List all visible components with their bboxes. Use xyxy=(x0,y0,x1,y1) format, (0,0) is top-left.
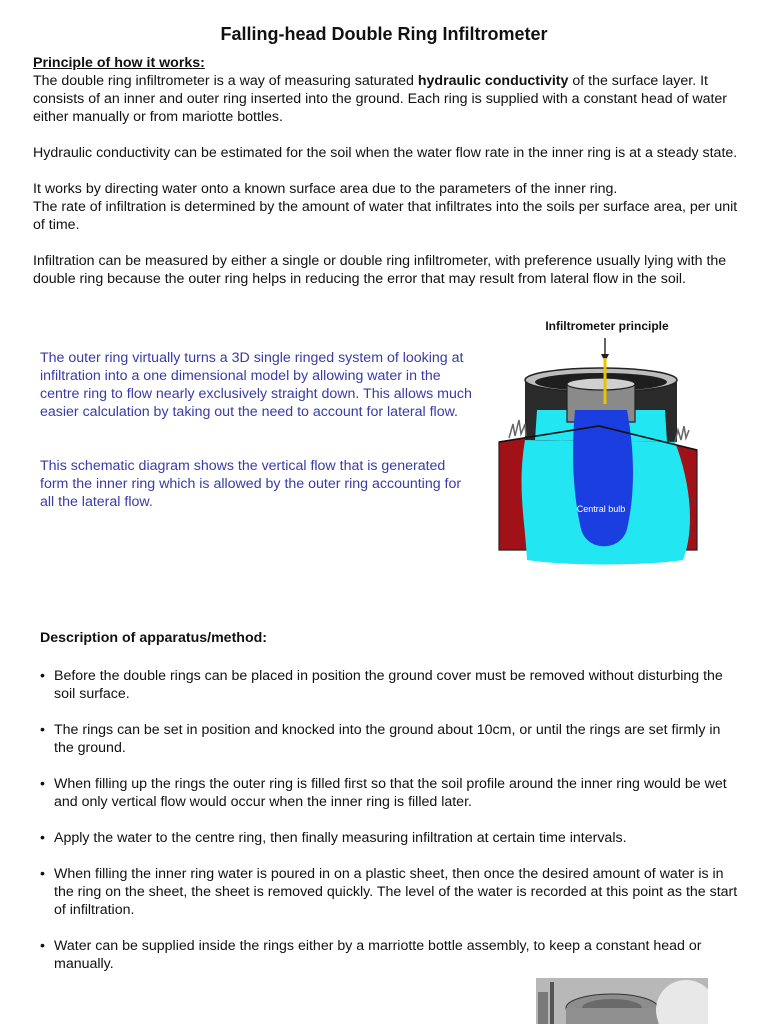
schematic-explanation: This schematic diagram shows the vertical flow that is generated form the inner ring which is allowed by the outer ring accounting for all the lateral flow. xyxy=(40,458,462,510)
outer-ring-explanation: The outer ring virtually turns a 3D single ringed system of looking at infiltration into a one dimensional model by allowing water in the centre ring to flow nearly exclusively straight down. This allows much easier calculation by taking out the need to account for lateral flow. xyxy=(40,350,472,420)
bullet-icon: • xyxy=(40,830,45,846)
bullet-icon: • xyxy=(40,938,45,954)
apparatus-photo-image xyxy=(536,978,708,1024)
inner-ring-rim xyxy=(567,378,635,390)
diagram-title: Infiltrometer principle xyxy=(545,319,669,333)
bullet-icon: • xyxy=(40,722,45,738)
bullet-icon: • xyxy=(40,866,45,882)
apparatus-photo xyxy=(536,978,708,1024)
central-bulb-zone xyxy=(573,410,633,546)
principle-paragraph-4: The rate of infiltration is determined by the amount of water that infiltrates into the soils per surface area, per unit of time. xyxy=(33,199,738,233)
principle-paragraph-1: The double ring infiltrometer is a way of measuring saturated hydraulic conductivity of the surface layer. It consists of an inner and outer ring inserted into the ground. Each ring is supplied with a constant head of water either manually or from mariotte bottles. xyxy=(33,73,728,125)
bullet-icon: • xyxy=(40,776,45,792)
right-plant xyxy=(675,426,689,442)
list-item: • When filling up the rings the outer ring is filled first so that the soil profile around the inner ring would be wet and only vertical flow would occur when the inner ring is filled later. xyxy=(40,776,727,810)
list-item: • When filling the inner ring water is poured in on a plastic sheet, then once the desired amount of water is in the ring on the sheet, the sheet is removed quickly. The level of the water is recorded at this point as the start of infiltration. xyxy=(40,866,738,918)
left-plant xyxy=(509,420,526,438)
method-steps xyxy=(40,667,740,991)
method-heading: Description of apparatus/method: xyxy=(40,630,268,646)
principle-paragraph-5: Infiltration can be measured by either a single or double ring infiltrometer, with preference usually lying with the double ring because the outer ring helps in reducing the error that may result from lateral flow in the soil. xyxy=(33,253,727,287)
principle-paragraph-2: Hydraulic conductivity can be estimated for the soil when the water flow rate in the inner ring is at a steady state. xyxy=(33,145,738,161)
page-title: Falling-head Double Ring Infiltrometer xyxy=(220,24,548,44)
list-item: • Apply the water to the centre ring, then finally measuring infiltration at certain time intervals. xyxy=(40,830,627,846)
central-bulb-label: Central bulb xyxy=(576,504,626,514)
principle-paragraph-3: It works by directing water onto a known surface area due to the parameters of the inner ring. xyxy=(33,181,618,197)
bullet-icon: • xyxy=(40,668,45,684)
infiltrometer-illustration xyxy=(495,314,705,566)
hydraulic-conductivity-term: hydraulic conductivity xyxy=(417,73,569,89)
list-item: • Before the double rings can be placed in position the ground cover must be removed without disturbing the soil surface. xyxy=(40,668,723,702)
list-item: • The rings can be set in position and knocked into the ground about 10cm, or until the rings are set firmly in the ground. xyxy=(40,722,721,756)
infiltrometer-diagram xyxy=(495,314,705,566)
list-item: • Water can be supplied inside the rings either by a marriotte bottle assembly, to keep a constant head or manually. xyxy=(40,938,702,972)
principle-heading: Principle of how it works: xyxy=(33,55,205,71)
